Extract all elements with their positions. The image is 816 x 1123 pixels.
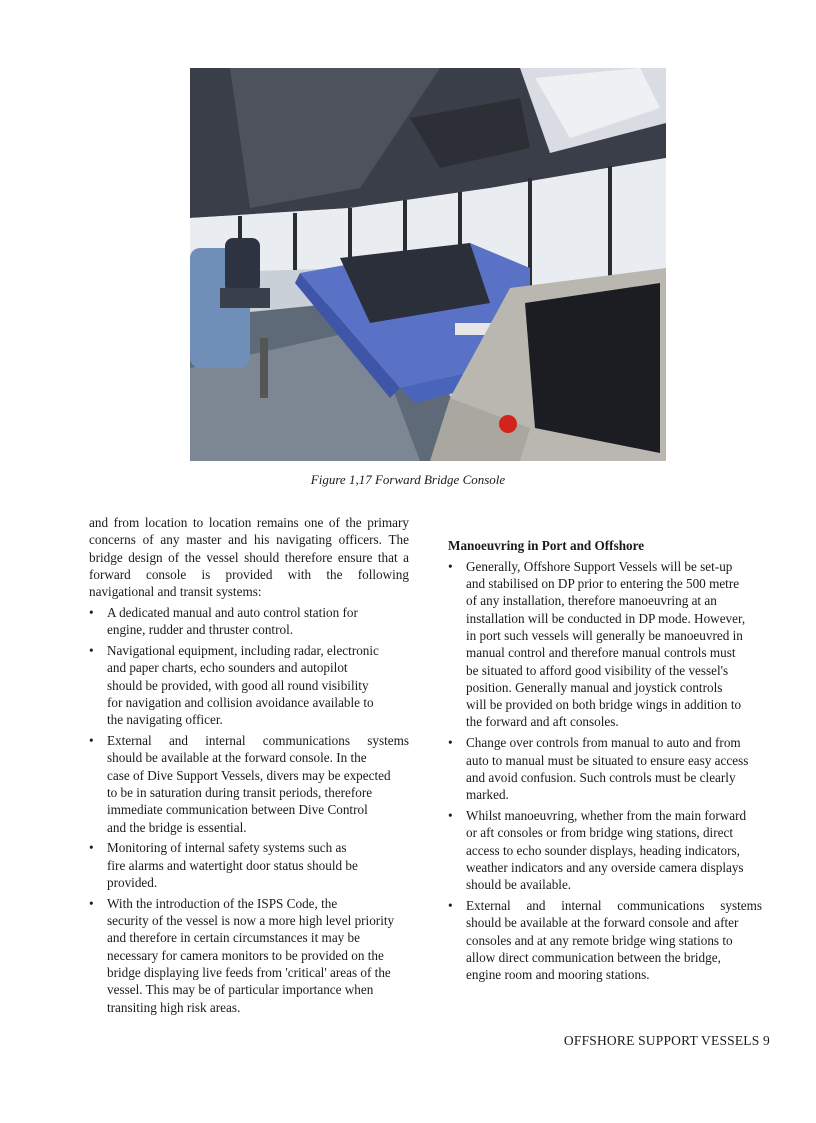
text-line: manual control and therefore manual controls must xyxy=(466,645,736,661)
text-line: bridge displaying live feeds from 'critical' areas of the xyxy=(107,964,391,980)
text-line: will be provided on both bridge wings in addition to xyxy=(466,697,742,713)
right-bullet-list xyxy=(448,558,762,984)
bullet-icon: • xyxy=(89,604,94,620)
text-line: allow direct communication between the bridge, xyxy=(466,949,721,965)
intro-paragraph xyxy=(89,514,409,600)
text-line: bridge design of the vessel should therefore ensure that a xyxy=(89,549,409,565)
list-item xyxy=(89,642,409,728)
text-line: engine room and mooring stations. xyxy=(466,967,650,983)
list-item xyxy=(448,734,762,803)
figure-caption: Figure 1,17 Forward Bridge Console xyxy=(310,472,506,487)
text-line: Navigational equipment, including radar, electronic xyxy=(107,643,379,659)
text-line: Monitoring of internal safety systems such as xyxy=(107,840,347,856)
text-line: Change over controls from manual to auto and from xyxy=(466,735,741,751)
text-line: consoles and at any remote bridge wing stations to xyxy=(466,932,733,948)
list-item xyxy=(89,732,409,836)
text-line: installation will be conducted in DP mode. However, xyxy=(466,610,746,626)
text-line: security of the vessel is now a more high level priority xyxy=(107,913,395,929)
text-line: the navigating officer. xyxy=(107,712,223,728)
text-line: Whilst manoeuvring, whether from the main forward xyxy=(466,807,747,823)
bullet-icon: • xyxy=(89,733,94,749)
text-line: and the bridge is essential. xyxy=(107,819,247,835)
text-line: necessary for camera monitors to be provided on the xyxy=(107,947,384,963)
list-item xyxy=(89,895,409,1016)
text-line: the forward and aft consoles. xyxy=(466,714,619,730)
text-line: vessel. This may be of particular importance when xyxy=(107,982,374,998)
text-line: should be available at the forward console. In the xyxy=(107,750,367,766)
text-line: for navigation and collision avoidance available to xyxy=(107,694,374,710)
text-line: and therefore in certain circumstances it may be xyxy=(107,930,361,946)
text-line: be situated to afford good visibility of the vessel's xyxy=(466,662,729,678)
text-line: of any installation, therefore manoeuvring at an xyxy=(466,593,717,609)
text-line: weather indicators and any overside camera displays xyxy=(466,859,744,875)
left-bullet-list xyxy=(89,604,409,1016)
text-line: should be available. xyxy=(466,877,572,893)
bullet-icon: • xyxy=(448,735,453,751)
right-column xyxy=(448,537,762,983)
text-line: With the introduction of the ISPS Code, the xyxy=(107,895,338,911)
text-line: concerns of any master and his navigating officers. The xyxy=(89,532,409,548)
list-item xyxy=(448,897,762,983)
bullet-icon: • xyxy=(89,840,94,856)
text-line: External and internal communications systems xyxy=(466,897,762,913)
text-line: engine, rudder and thruster control. xyxy=(107,622,294,638)
text-line: and stabilised on DP prior to entering the 500 metre xyxy=(466,576,740,592)
text-line: transiting high risk areas. xyxy=(107,999,241,1015)
text-line: fire alarms and watertight door status should be xyxy=(107,857,358,873)
text-line: should be provided, with good all round visibility xyxy=(107,677,369,693)
text-line: and paper charts, echo sounders and autopilot xyxy=(107,660,348,676)
text-line: access to echo sounder displays, heading indicators, xyxy=(466,842,740,858)
text-line: and from location to location remains one of the primary xyxy=(89,515,409,530)
text-line: marked. xyxy=(466,787,509,803)
text-line: A dedicated manual and auto control station for xyxy=(107,604,358,620)
text-line: and avoid confusion. Such controls must be clearly xyxy=(466,769,736,785)
text-line: should be available at the forward console and after xyxy=(466,915,739,931)
bridge-console-photo xyxy=(190,68,666,461)
list-item xyxy=(448,807,762,893)
text-line: to be in saturation during transit periods, therefore xyxy=(107,784,373,800)
text-line: immediate communication between Dive Control xyxy=(107,802,368,818)
text-line: case of Dive Support Vessels, divers may be expected xyxy=(107,767,391,783)
text-line: or aft consoles or from bridge wing stations, direct xyxy=(466,825,733,841)
text-line: navigational and transit systems: xyxy=(89,584,262,600)
list-item xyxy=(89,604,409,639)
bullet-icon: • xyxy=(89,895,94,911)
bullet-icon: • xyxy=(448,807,453,823)
text-line: forward console is provided with the following xyxy=(89,566,409,582)
text-line: auto to manual must be situated to ensure easy access xyxy=(466,752,749,768)
bullet-icon: • xyxy=(448,897,453,913)
text-line: provided. xyxy=(107,874,158,890)
text-line: position. Generally manual and joystick controls xyxy=(466,679,723,695)
page-footer: OFFSHORE SUPPORT VESSELS 9 xyxy=(563,1033,770,1048)
bullet-icon: • xyxy=(448,558,453,574)
left-column xyxy=(89,514,409,1016)
list-item xyxy=(89,839,409,891)
text-line: External and internal communications systems xyxy=(107,733,409,749)
bullet-icon: • xyxy=(89,643,94,659)
text-line: Generally, Offshore Support Vessels will be set-up xyxy=(466,558,733,574)
section-heading: Manoeuvring in Port and Offshore xyxy=(448,538,645,553)
text-line: in port such vessels will generally be manoeuvred in xyxy=(466,627,743,643)
list-item xyxy=(448,558,762,731)
